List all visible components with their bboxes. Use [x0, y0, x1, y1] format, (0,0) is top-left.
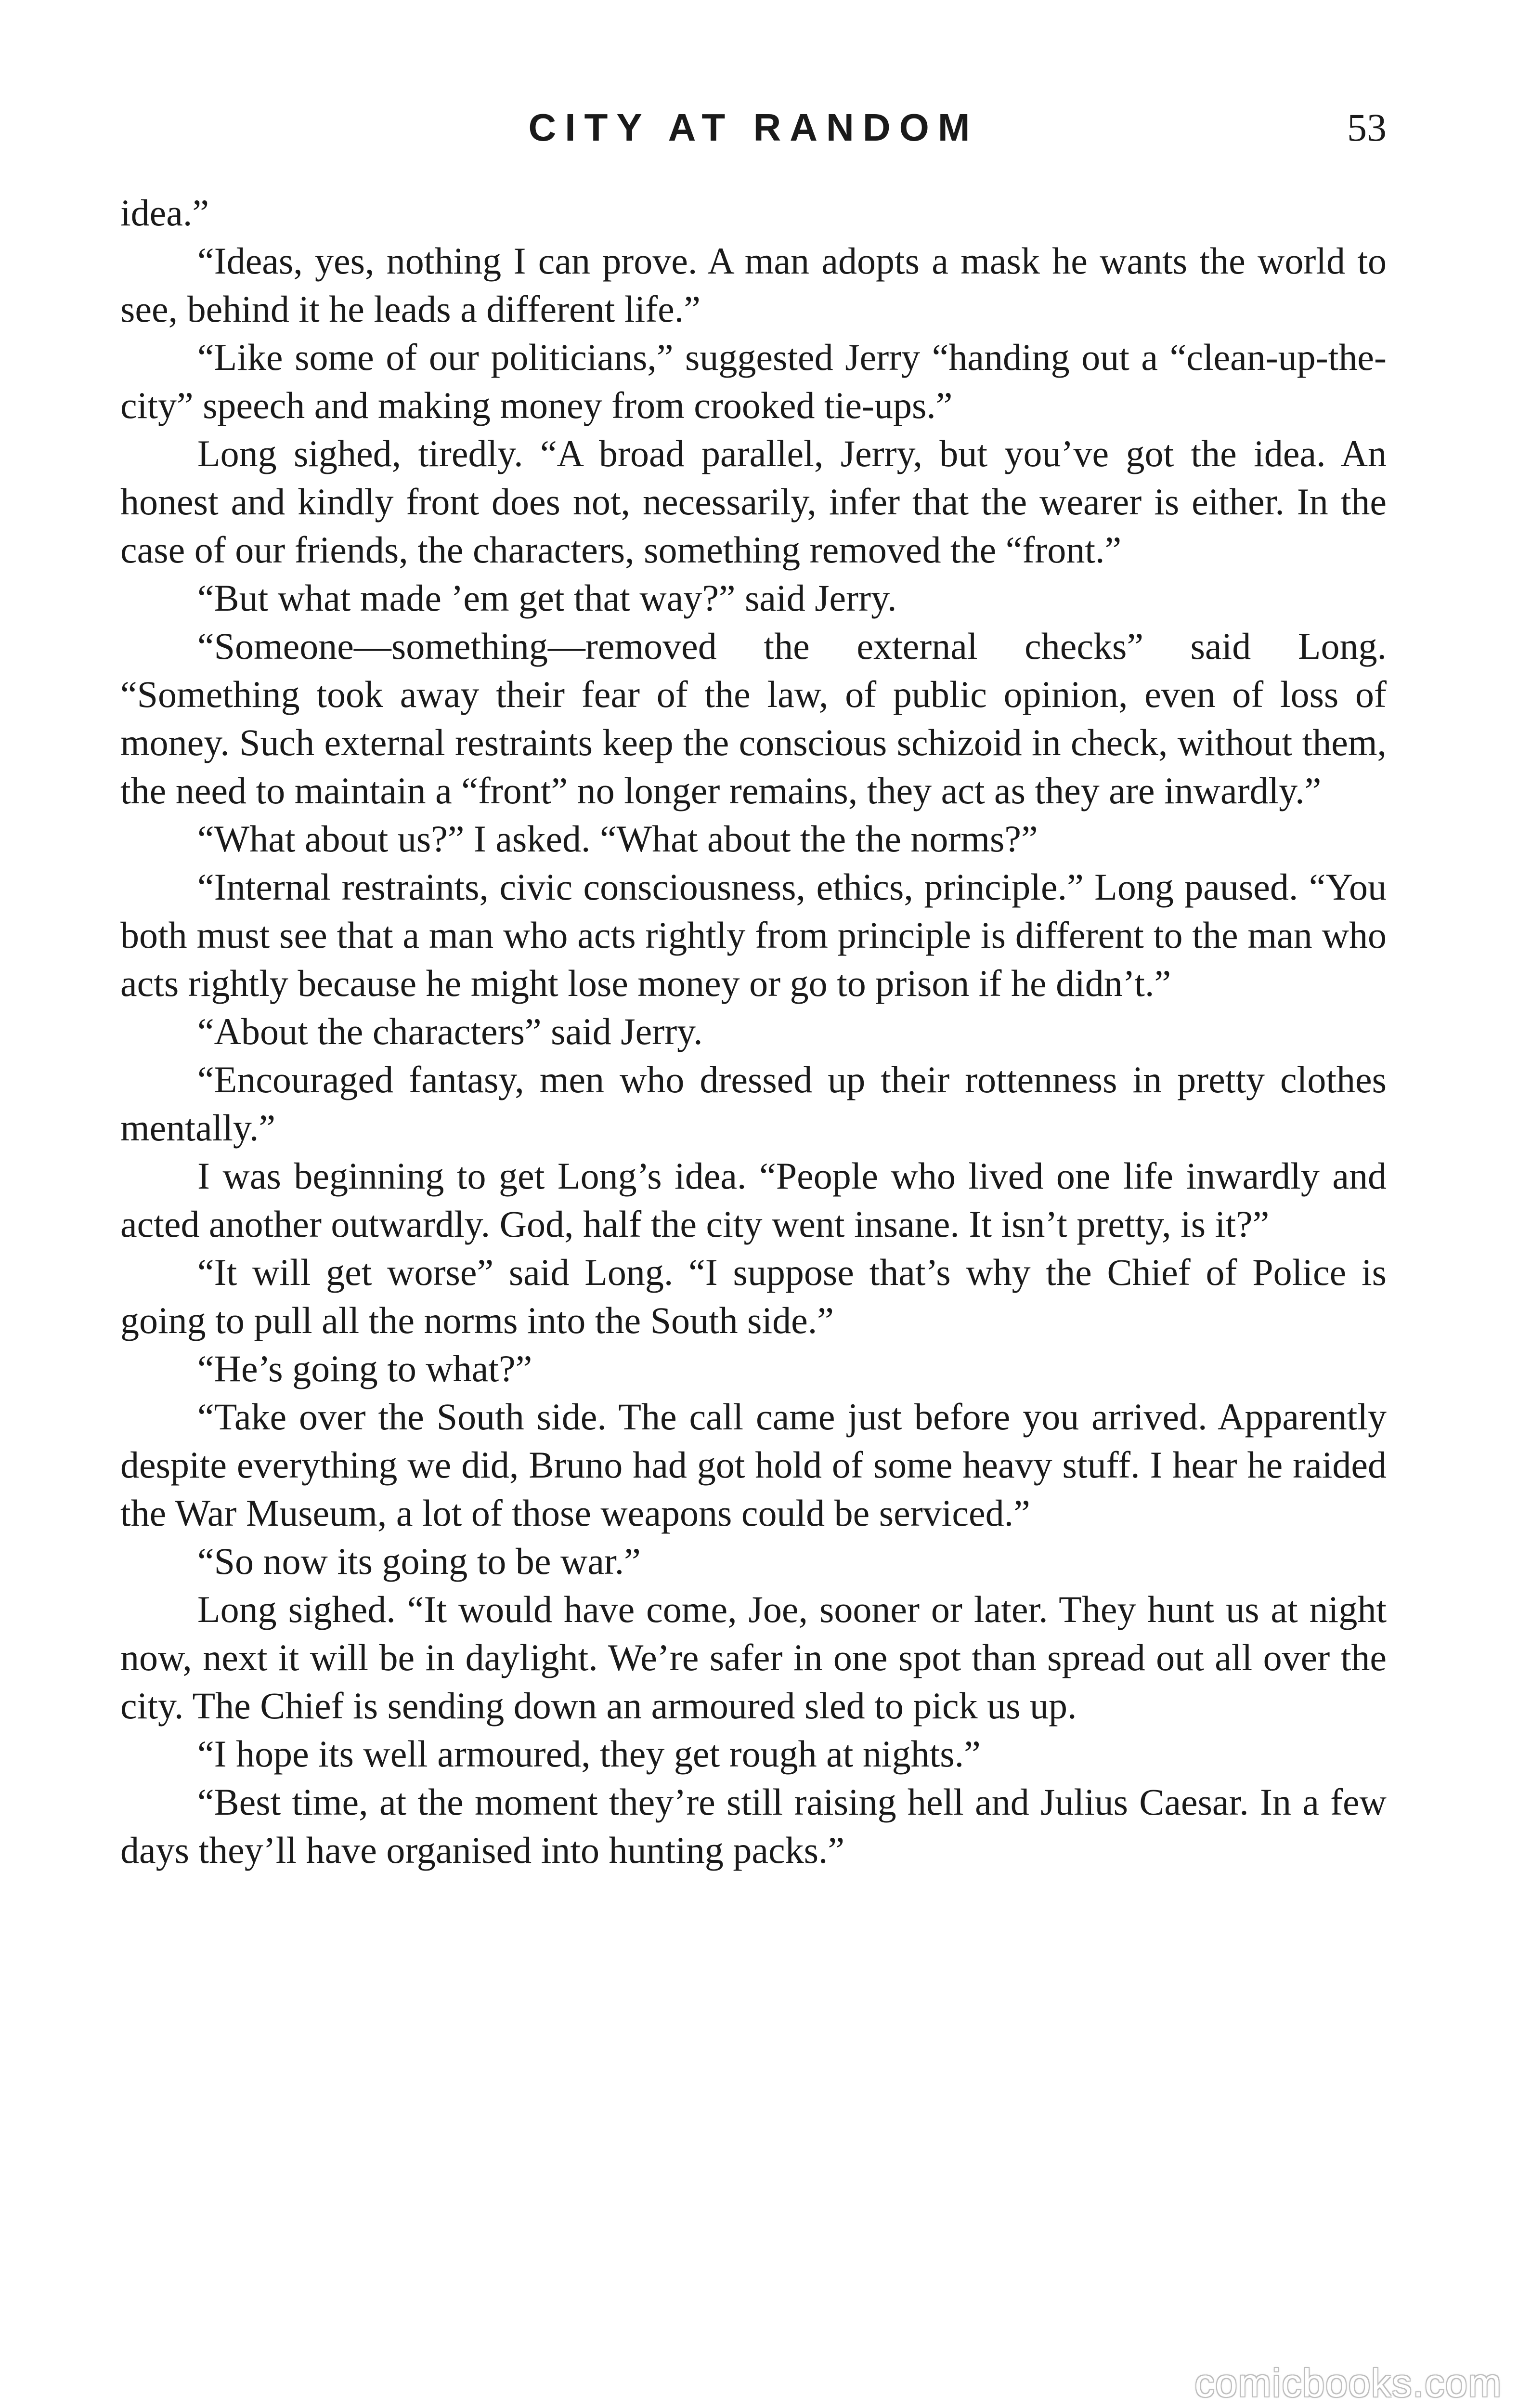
paragraph: “Best time, at the moment they’re still raising hell and Julius Caesar. In a few days they’ll have organised into hunting packs.” — [120, 1781, 1387, 1871]
paragraph: “So now its going to be war.” — [197, 1540, 641, 1582]
paragraph: I was beginning to get Long’s idea. “People who lived one life inwardly and acted another outwardly. God, half the city went insane. It isn’t pretty, is it?” — [120, 1155, 1387, 1245]
paragraph: “But what made ’em get that way?” said Jerry. — [197, 577, 897, 619]
paragraph: “It will get worse” said Long. “I suppose that’s why the Chief of Police is going to pull all the norms into the South side.” — [120, 1251, 1387, 1341]
watermark: comicbooks.com — [1194, 2361, 1502, 2405]
running-title: CITY AT RANDOM — [528, 106, 979, 149]
paragraph: idea.” — [120, 192, 209, 234]
paragraph: “Encouraged fantasy, men who dressed up their rottenness in pretty clothes mentally.” — [120, 1059, 1387, 1149]
paragraph: Long sighed, tiredly. “A broad parallel, Jerry, but you’ve got the idea. An honest and kindly front does not, necessarily, infer that the wearer is either. In the case of our friends, the characters, something removed the “front.” — [120, 432, 1387, 571]
page-number: 53 — [1347, 105, 1387, 149]
body-text — [120, 189, 1387, 1874]
paragraph: “I hope its well armoured, they get rough at nights.” — [197, 1733, 981, 1775]
paragraph: Long sighed. “It would have come, Joe, sooner or later. They hunt us at night now, next it will be in daylight. We’re safer in one spot than spread out all over the city. The Chief is sending down an armoured sled to pick us up. — [120, 1588, 1387, 1727]
paragraph: “Like some of our politicians,” suggested Jerry “handing out a “clean-up-the-city” speech and making money from crooked tie-ups.” — [120, 336, 1387, 426]
paragraph: “What about us?” I asked. “What about the the norms?” — [197, 818, 1038, 860]
running-head — [120, 99, 1387, 157]
paragraph: “Take over the South side. The call came just before you arrived. Apparently despite everything we did, Bruno had got hold of some heavy stuff. I hear he raided the War Museum, a lot of those weapons could be serviced.” — [120, 1396, 1387, 1534]
paragraph: “Ideas, yes, nothing I can prove. A man adopts a mask he wants the world to see, behind it he leads a different life.” — [120, 240, 1387, 330]
paragraph: “Internal restraints, civic consciousness, ethics, principle.” Long paused. “You both must see that a man who acts rightly from principle is different to the man who acts rightly because he might lose money or go to prison if he didn’t.” — [120, 866, 1387, 1004]
paragraph: “About the characters” said Jerry. — [197, 1010, 703, 1052]
paragraph: “He’s going to what?” — [197, 1348, 532, 1389]
paragraph: “Someone—something—removed the external checks” said Long. “Something took away their fear of the law, of public opinion, even of loss of money. Such external restraints keep the conscious schizoid in check, without them, the need to maintain a “front” no longer remains, they act as they are inwardly.” — [120, 625, 1387, 811]
